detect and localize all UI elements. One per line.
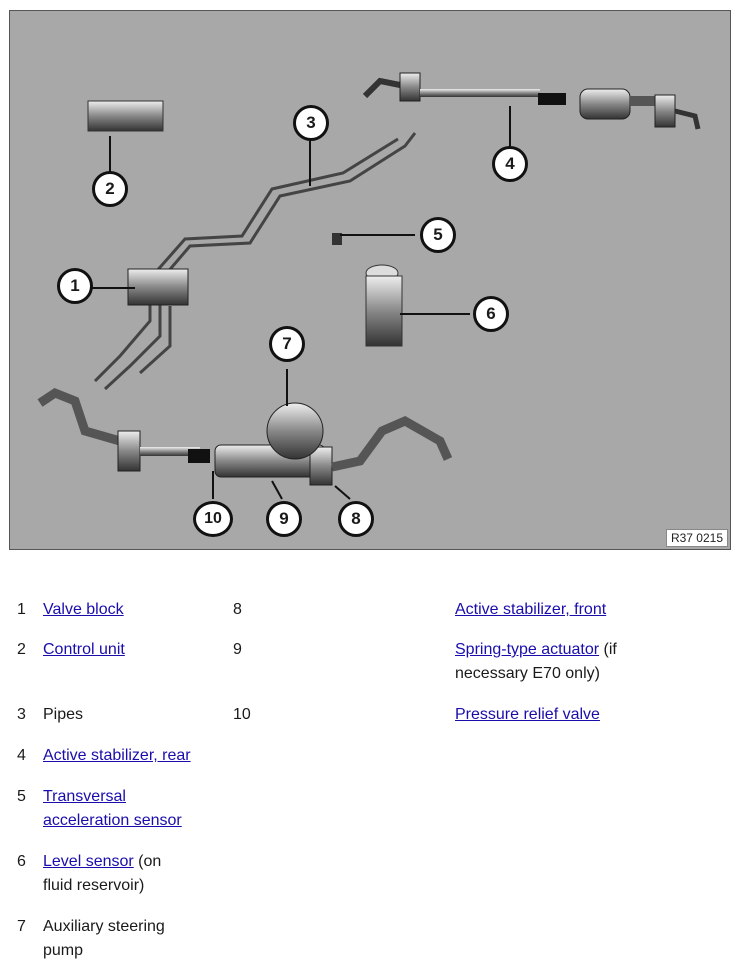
spring-type-actuator-link[interactable]: Spring-type actuator	[455, 641, 600, 658]
legend-num: 6	[17, 853, 26, 870]
callout-10: 10	[193, 501, 233, 537]
legend-label	[43, 638, 223, 662]
legend-num: 9	[233, 641, 242, 658]
fluid-reservoir-shape	[366, 265, 402, 346]
pipes-shape	[95, 133, 415, 389]
callout-6: 6	[473, 296, 509, 332]
legend-label	[455, 703, 725, 727]
active-stabilizer-front-link[interactable]: Active stabilizer, front	[455, 601, 607, 618]
legend-label-auxiliary-pump: Auxiliary steering pump	[43, 918, 165, 959]
callout-4: 4	[492, 146, 528, 182]
callout-5: 5	[420, 217, 456, 253]
legend-num: 10	[233, 706, 251, 723]
legend-num: 8	[233, 601, 242, 618]
legend-label	[455, 598, 725, 622]
callout-7: 7	[269, 326, 305, 362]
legend-label-pipes: Pipes	[43, 706, 84, 723]
pressure-relief-valve-link[interactable]: Pressure relief valve	[455, 706, 600, 723]
control-unit-shape	[88, 101, 163, 131]
control-unit-link[interactable]: Control unit	[43, 641, 125, 658]
legend-label	[43, 598, 223, 622]
legend-num: 5	[17, 788, 26, 805]
legend-num: 7	[17, 918, 26, 935]
legend-num: 3	[17, 706, 26, 723]
callout-1: 1	[57, 268, 93, 304]
valve-block-shape	[128, 269, 188, 305]
callout-3: 3	[293, 105, 329, 141]
legend-label	[43, 744, 233, 768]
front-stabilizer-shape	[40, 393, 448, 485]
callout-9: 9	[266, 501, 302, 537]
legend-label-suffix: (on fluid reservoir)	[43, 853, 162, 894]
legend-num: 1	[17, 601, 26, 618]
legend-label	[455, 638, 655, 686]
diagram-figure	[9, 10, 731, 550]
callout-8: 8	[338, 501, 374, 537]
rear-stabilizer-shape	[365, 73, 698, 129]
transversal-acceleration-sensor-link[interactable]: Transversal acceleration sensor	[43, 788, 182, 829]
callout-2: 2	[92, 171, 128, 207]
valve-block-link[interactable]: Valve block	[43, 601, 124, 618]
component-illustration	[10, 11, 730, 549]
legend-label-suffix: (if necessary E70 only)	[455, 641, 617, 682]
legend-label	[43, 785, 213, 833]
figure-reference-code: R37 0215	[666, 529, 728, 547]
legend-label	[43, 850, 193, 898]
level-sensor-link[interactable]: Level sensor	[43, 853, 134, 870]
legend-num: 2	[17, 641, 26, 658]
legend-num: 4	[17, 747, 26, 764]
active-stabilizer-rear-link[interactable]: Active stabilizer, rear	[43, 747, 191, 764]
